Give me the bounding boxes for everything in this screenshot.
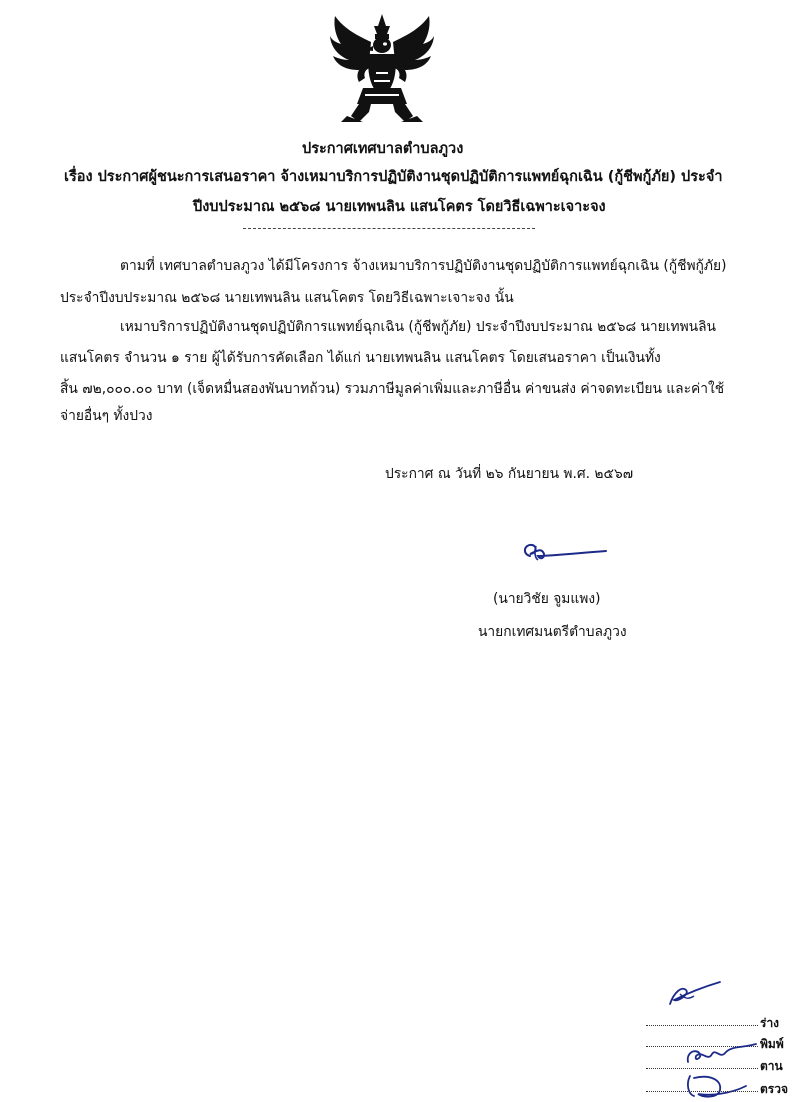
routing-label-typed: พิมพ์ xyxy=(760,1037,784,1051)
garuda-emblem-icon xyxy=(329,12,435,124)
routing-line-check xyxy=(646,1068,758,1069)
routing-label-review: ตรวจ xyxy=(760,1082,789,1096)
subject-line-2: ปีงบประมาณ ๒๕๖๘ นายเทพนลิน แสนโคตร โดยวิธีเฉพาะเจาะจง xyxy=(193,199,606,215)
paragraph-1-line-1: ตามที่ เทศบาลตำบลภูวง ได้มีโครงการ จ้างเหมาบริการปฏิบัติงานชุดปฏิบัติการแพทย์ฉุกเฉิน (กู้ชีพกู้ภัย) xyxy=(120,258,727,274)
routing-line-review xyxy=(646,1091,758,1092)
routing-label-draft: ร่าง xyxy=(760,1016,780,1030)
signatory-name: (นายวิชัย จูมแพง) xyxy=(493,591,601,607)
paragraph-1-line-2: ประจำปีงบประมาณ ๒๕๖๘ นายเทพนลิน แสนโคตร โดยวิธีเฉพาะเจาะจง นั้น xyxy=(60,290,514,306)
routing-line-draft xyxy=(646,1025,758,1026)
signatory-position: นายกเทศมนตรีตำบลภูวง xyxy=(478,624,627,640)
initial-signature-review-icon xyxy=(680,1070,750,1100)
paragraph-2-line-4: จ่ายอื่นๆ ทั้งปวง xyxy=(60,408,153,424)
initial-signature-draft-icon xyxy=(666,980,726,1008)
announcement-date: ประกาศ ณ วันที่ ๒๖ กันยายน พ.ศ. ๒๕๖๗ xyxy=(385,466,634,482)
mayor-signature-icon xyxy=(518,538,610,568)
paragraph-2-line-2: แสนโคตร จำนวน ๑ ราย ผู้ได้รับการคัดเลือก ได้แก่ นายเทพนลิน แสนโคตร โดยเสนอราคา เป็นเงินทั้ง xyxy=(60,350,661,366)
subject-line-1: เรื่อง ประกาศผู้ชนะการเสนอราคา จ้างเหมาบริการปฏิบัติงานชุดปฏิบัติการแพทย์ฉุกเฉิน (กู้ชีพกู้ภัย) ประจำ xyxy=(64,169,723,185)
routing-label-check: ตาน xyxy=(760,1059,783,1073)
header-divider xyxy=(243,228,535,229)
initial-signature-check-icon xyxy=(682,1040,760,1070)
paragraph-2-line-1: เหมาบริการปฏิบัติงานชุดปฏิบัติการแพทย์ฉุกเฉิน (กู้ชีพกู้ภัย) ประจำปีงบประมาณ ๒๕๖๘ นายเทพนลิน xyxy=(120,319,716,335)
paragraph-2-line-3: สิ้น ๗๒,๐๐๐.๐๐ บาท (เจ็ดหมื่นสองพันบาทถ้วน) รวมภาษีมูลค่าเพิ่มและภาษีอื่น ค่าขนส่ง ค่าจดทะเบียน และค่าใช้ xyxy=(60,381,725,397)
document-title: ประกาศเทศบาลตำบลภูวง xyxy=(302,141,464,157)
